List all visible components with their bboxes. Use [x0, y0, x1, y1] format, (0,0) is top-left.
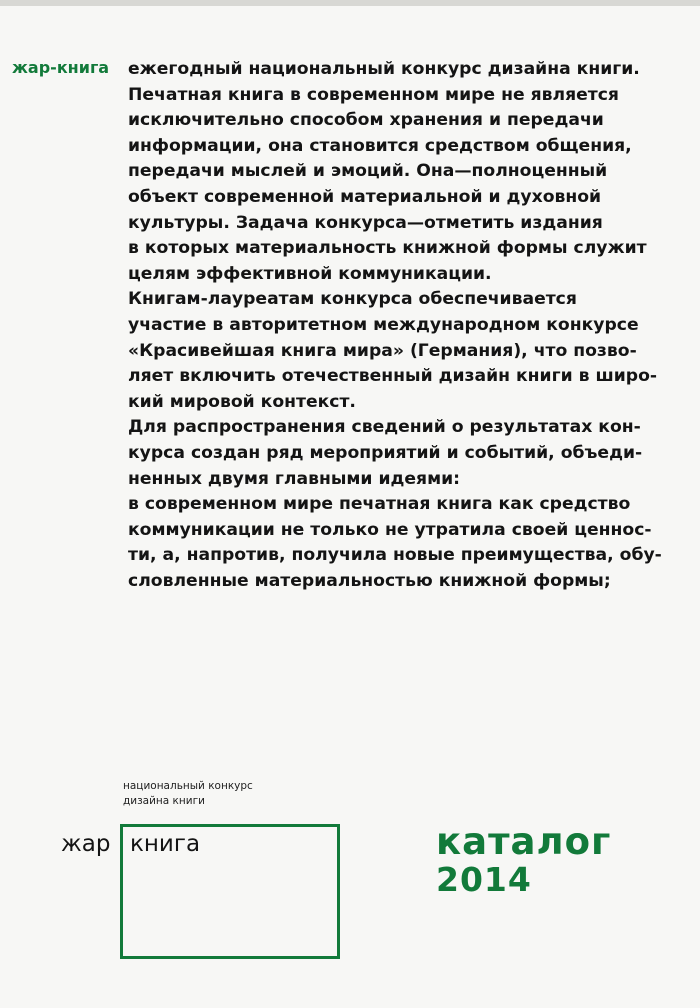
catalog-title: каталог: [436, 820, 612, 863]
body-line: в современном мире печатная книга как средство: [128, 494, 631, 515]
body-line: ненных двумя главными идеями:: [128, 468, 461, 489]
body-line: коммуникации не только не утратила своей ценнос-: [128, 519, 652, 540]
body-line: культуры. Задача конкурса—отметить издания: [128, 212, 603, 233]
body-line: участие в авторитетном международном конкурсе: [128, 314, 639, 335]
body-text: [128, 57, 683, 594]
logo-subtitle-line-1: национальный конкурс: [123, 780, 253, 792]
catalog-heading: [436, 822, 611, 898]
body-line: Для распространения сведений о результатах кон-: [128, 417, 641, 438]
body-line: курса создан ряд мероприятий и событий, объеди-: [128, 442, 643, 463]
logo-word-right: книга: [130, 831, 201, 857]
body-line: кий мировой контекст.: [128, 391, 356, 412]
body-line: словленные материальностью книжной формы;: [128, 570, 611, 591]
body-line: исключительно способом хранения и передачи: [128, 110, 604, 131]
body-line: Печатная книга в современном мире не является: [128, 84, 619, 105]
logo-subtitle: [123, 779, 253, 809]
body-line: ти, а, напротив, получила новые преимущества, обу-: [128, 545, 662, 566]
body-line: передачи мыслей и эмоций. Она—полноценный: [128, 161, 608, 182]
body-line: «Красивейшая книга мира» (Германия), что позво-: [128, 340, 637, 361]
body-line: Книгам-лауреатам конкурса обеспечивается: [128, 289, 577, 310]
catalog-year: 2014: [436, 860, 532, 899]
side-label: жар-книга: [12, 58, 110, 77]
body-line: в которых материальность книжной формы служит: [128, 238, 647, 259]
top-edge-rule: [0, 0, 700, 6]
body-line: целям эффективной коммуникации.: [128, 263, 492, 284]
body-line: объект современной материальной и духовной: [128, 186, 602, 207]
logo-word-left: жар: [61, 831, 111, 857]
body-line: ежегодный национальный конкурс дизайна книги.: [128, 59, 640, 79]
body-line: ляет включить отечественный дизайн книги в широ-: [128, 366, 658, 387]
body-line: информации, она становится средством общения,: [128, 135, 632, 156]
logo-subtitle-line-2: дизайна книги: [123, 795, 205, 807]
